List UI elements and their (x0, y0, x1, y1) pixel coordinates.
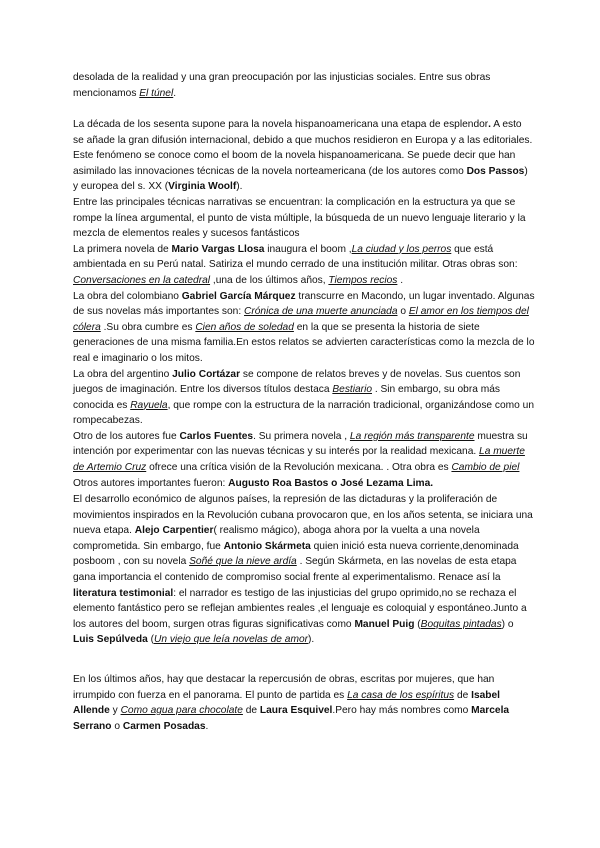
book-title: La casa de los espíritus (347, 689, 455, 701)
author-name: Laura Esquivel (259, 705, 333, 717)
paragraph-intro: desolada de la realidad y una gran preocupación por las injusticias sociales. Entre sus obras mencionamos El túnel. (73, 72, 491, 99)
author-name: Gabriel García Márquez (181, 290, 296, 302)
book-title: Conversaciones en la catedral (73, 274, 211, 286)
author-name: o José Lezama Lima. (328, 477, 434, 489)
book-title: Tiempos recios (328, 274, 398, 286)
author-name: Augusto Roa Bastos (228, 477, 329, 489)
book-title: Bestiario (332, 384, 372, 396)
author-name: Luis Sepúlveda (73, 634, 148, 646)
book-title: Boquitas pintadas (420, 618, 502, 630)
author-name: Carmen Posadas (122, 720, 206, 732)
author-name: Dos Passos (466, 165, 525, 177)
book-title: El amor en los tiempos del cólera (73, 306, 529, 333)
author-name: Virginia Woolf (168, 181, 237, 193)
author-name: Alejo Carpentier (134, 525, 214, 537)
author-name: Mario Vargas Llosa (171, 243, 265, 255)
key-term: literatura testimonial (73, 587, 174, 599)
author-name: Antonio Skármeta (223, 540, 311, 552)
author-name: Isabel Allende (73, 689, 501, 717)
paragraph-posboom: El desarrollo económico de algunos países, la represión de las dictaduras y la proliferación de movimientos inspirados en la Revolución cubana provocaron que, en los años setenta, se iniciara una nueva etapa. Alejo Carpentier( realismo mágico), aboga ahora por la vuelta a una novela comprometida. Sin embargo, fue Antonio Skármeta quien inició esta nueva corriente,denominada posboom , con su novela Soñé que la nieve ardía . Según Skármeta, en las novelas de esta etapa gana importancia el contenido de compromiso social frente al experimentalismo. Renace así la literatura testimonial: el narrador es testigo de las injusticias del grupo oprimido,no se rechaza el elemento fantástico pero se reflejan ambientes reales ,el lenguaje es coloquial y espontáneo.Junto a los autores del boom, surgen otras figuras significativas como Manuel Puig (Boquitas pintadas) o Luis Sepúlveda (Un viejo que leía novelas de amor). (73, 494, 533, 646)
paragraph-recent: En los últimos años, hay que destacar la repercusión de obras, escritas por mujeres, que han irrumpido con fuerza en el panorama. El punto de partida es La casa de los espíritus de Isabel Allende y Como agua para chocolate de Laura Esquivel.Pero hay más nombres como Marcela Serrano o Carmen Posadas. (73, 674, 510, 732)
book-title: La región más transparente (349, 430, 475, 442)
author-name: Manuel Puig (354, 618, 415, 630)
book-title: La ciudad y los perros (351, 243, 452, 255)
book-title: Como agua para chocolate (120, 705, 243, 717)
book-title: Cambio de piel (451, 462, 520, 474)
book-title: Cien años de soledad (195, 321, 294, 333)
book-title: Rayuela (130, 399, 168, 411)
author-name: Carlos Fuentes (179, 430, 254, 442)
book-title: Crónica de una muerte anunciada (244, 306, 398, 318)
book-title: Soñé que la nieve ardía (189, 556, 297, 568)
author-name: Marcela Serrano (73, 705, 510, 732)
book-title: La muerte de Artemio Cruz (73, 446, 525, 474)
paragraph-boom: La década de los sesenta supone para la novela hispanoamericana una etapa de esplendor. A esto se añade la gran difusión internacional, debido a que muchos residieron en Europa y a las editoriales. Este fenómeno se conoce como el boom de la novela hispanoamericana. Se puede decir que han asimilado las innovaciones técnicas de la novela norteamericana (de los autores como Dos Passos) y europea del s. XX (Virginia Woolf). Entre las principales técnicas narrativas se encuentran: la complicación en la estructura ya que se rompe la línea argumental, el punto de vista múltiple, la búsqueda de un nuevo lenguaje literario y la mezcla de elementos reales y sucesos fantásticos La primera novela de Mario Vargas Llosa inaugura el boom ,La ciudad y los perros que está ambientada en su Perú natal. Satiriza el mundo cerrado de una institución militar. Otras obras son: Conversaciones en la catedral ,una de los últimos años, Tiempos recios . La obra del colombiano Gabriel García Márquez transcurre en Macondo, un lugar inventado. Algunas de sus novelas más importantes son: Crónica de una muerte anunciada o El amor en los tiempos del cólera .Su obra cumbre es Cien años de soledad en la que se presenta la historia de siete generaciones de una misma familia.En estos relatos se advierten características como la mezcla de lo real e imaginario o los mitos. La obra del argentino Julio Cortázar se compone de relatos breves y de novelas. Sus cuentos son juegos de imaginación. Entre los diversos títulos destaca Bestiario . Sin embargo, su obra más conocida es Rayuela, que rompe con la estructura de la narración tradicional, organizándose como un rompecabezas. Otro de los autores fue Carlos Fuentes. Su primera novela , La región más transparente muestra su intención por experimentar con las nuevas técnicas y su interés por la realidad mexicana. La muerte de Artemio Cruz ofrece una crítica visión de la Revolución mexicana. . Otra obra es Cambio de piel Otros autores importantes fueron: Augusto Roa Bastos o José Lezama Lima. (73, 119, 535, 489)
author-name: Julio Cortázar (172, 368, 241, 380)
book-title: Un viejo que leía novelas de amor (153, 634, 309, 646)
book-title: El túnel (139, 87, 174, 99)
